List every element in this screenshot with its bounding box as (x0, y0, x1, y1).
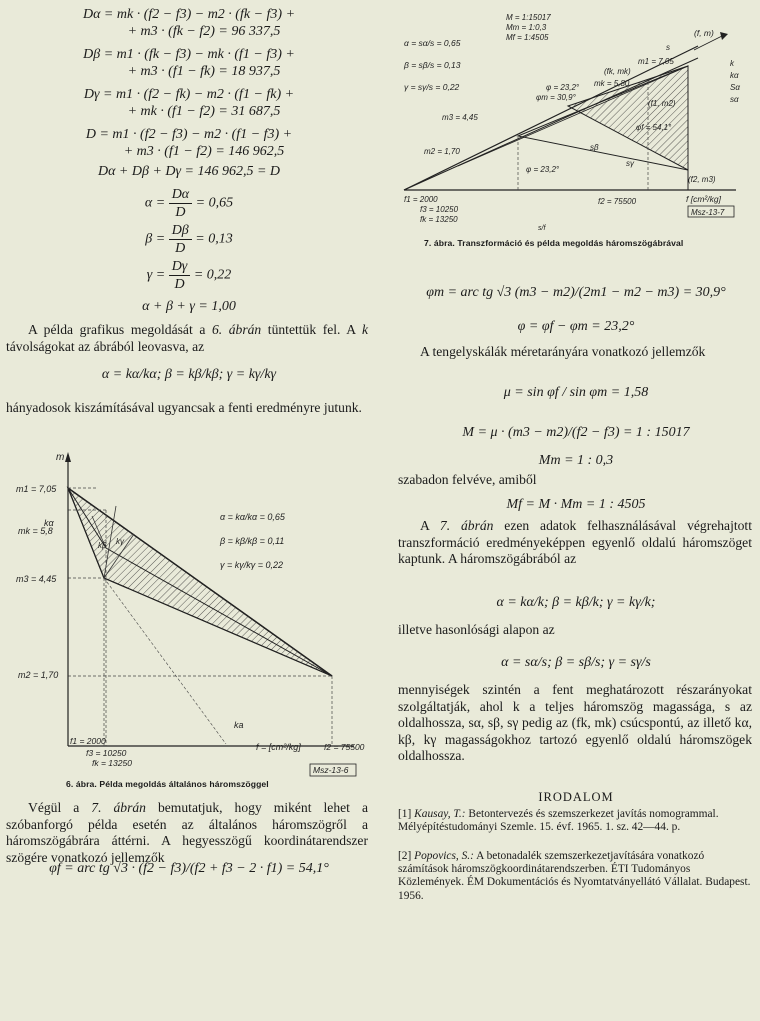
denominator: D (175, 205, 186, 220)
figure-7 (398, 6, 754, 232)
numerator: Dβ (169, 222, 192, 240)
paragraph-7: illetve hasonlósági alapon az (398, 622, 555, 637)
label-s-gamma: sγ (626, 159, 634, 168)
label-mk: mk = 5,80 (594, 79, 630, 88)
figure-ref: 6. ábrán (211, 322, 262, 337)
label-m3: m3 = 4,45 (442, 113, 478, 122)
equation-line: + m3 · (fk − f2) = 96 337,5 (127, 24, 281, 39)
equation-line: α = kα/kα; β = kβ/kβ; γ = kγ/kγ (101, 367, 277, 382)
label-f3: f3 = 10250 (420, 205, 459, 214)
equation-phi-m: φm = arc tg √3 (m3 − m2)/(2m1 − m2 − m3) = 30,9° (426, 285, 726, 300)
numerator: Dγ (169, 258, 191, 276)
figure-id: Msz-13-6 (313, 765, 349, 775)
equation-line: + m3 · (f1 − fk) = 18 937,5 (127, 64, 281, 79)
text: távolságokat az ábrából leovasva, az (6, 338, 205, 354)
scale-Mf: Mf = 1:4505 (506, 33, 549, 42)
paragraph-3 (6, 800, 368, 866)
figure-6-caption: 6. ábra. Példa megoldás általános háromszöggel (66, 779, 269, 789)
equation-d-gamma (6, 86, 372, 120)
paragraph-4: A tengelyskálák méretarányára vonatkozó jellemzők (420, 344, 706, 359)
alpha-fraction (169, 186, 192, 221)
equation-line: Dγ = m1 · (f2 − fk) − m2 · (f1 − fk) + (83, 87, 295, 102)
equation-line: Dα = mk · (f2 − f3) − m2 · (fk − f3) + (82, 7, 296, 22)
label-sf: s/f (538, 225, 546, 232)
equation-d-beta (6, 46, 372, 80)
text: ezen adatok felhasználásával végrehajtott transzformáció eredményeképpen egyenlő oldalú háromszöget kaptunk. A háromszögábrából az (398, 518, 752, 567)
label-phi-lower: φ = 23,2° (526, 165, 560, 174)
scale-M: M = 1:15017 (506, 13, 551, 22)
equation-line: φf = arc tg √3 · (f2 − f3)/(f2 + f3 − 2 · f1) = 54,1° (49, 861, 329, 876)
label-ka: kα (730, 71, 739, 80)
equation-d-alpha (6, 6, 372, 40)
gamma-value: = 0,22 (193, 267, 232, 283)
label-k: k (730, 59, 734, 68)
axis-x-label: f [cm²/kg] (686, 194, 721, 204)
ref-text: Betontervezés és szemszerkezet javítás nomogrammal. Mélyépítéstudományi Szemle. 15. évf. 1965. 1. sz. 42—44. p. (398, 808, 719, 834)
gamma-fraction (169, 258, 191, 293)
alpha-lhs: α = (144, 195, 166, 211)
equation-total (6, 298, 372, 315)
ref-number: [1] (398, 808, 412, 820)
figure-ref: 7. ábrán (91, 800, 146, 815)
equation-ratios (6, 366, 372, 383)
label-kg: kγ (116, 537, 124, 546)
label-sa: sα (730, 95, 739, 104)
equation-mu: μ = sin φf / sin φm = 1,58 (503, 385, 649, 400)
paragraph-2: hányadosok kiszámításával ugyancsak a fenti eredményre jutunk. (6, 400, 362, 415)
numerator: Dα (169, 186, 192, 204)
label-m1: m1 = 7,05 (16, 484, 57, 494)
label-f1-m2: (f1, m2) (648, 99, 676, 108)
paragraph-6 (398, 518, 752, 568)
equation-M: M = μ · (m3 − m2)/(f2 − f3) = 1 : 15017 (462, 425, 690, 440)
label-m2: m2 = 1,70 (424, 147, 460, 156)
label-fk: fk = 13250 (420, 215, 458, 224)
legend-beta: β = kβ/kβ = 0,11 (220, 536, 285, 546)
equation-ratios-s: α = sα/s; β = sβ/s; γ = sγ/s (501, 655, 651, 670)
label-f-m: (f, m) (694, 28, 714, 38)
references-title: IRODALOM (538, 790, 614, 804)
text: Végül a (28, 800, 92, 815)
axis-end (694, 36, 722, 50)
label-s: s (666, 43, 670, 52)
equation-phi: φ = φf − φm = 23,2° (517, 319, 635, 334)
equation-alpha (6, 186, 372, 221)
alpha-value: = 0,65 (195, 195, 234, 211)
equation-ratios-k: α = kα/k; β = kβ/k; γ = kγ/k; (496, 595, 656, 610)
equation-line: Dβ = m1 · (fk − f3) − mk · (f1 − f3) + (83, 47, 295, 62)
equation-beta (6, 222, 372, 257)
paragraph-5: szabadon felvéve, amiből (398, 472, 537, 487)
equation-line: α + β + γ = 1,00 (142, 299, 236, 314)
label-f1: f1 = 2000 (70, 736, 106, 746)
label-m3: m3 = 4,45 (16, 574, 57, 584)
axis-y-label: m (56, 452, 65, 463)
y-axis-arrow (65, 452, 71, 462)
figure-id: Msz-13-7 (691, 208, 725, 217)
paragraph-8: mennyiségek szintén a fent meghatározott részarányokat szolgáltatják, ahol k a teljes háromszög magassága, s az oldalhossza, sα, sβ, sγ pedig az (fk, mk) csúcspontú, az illető kα, kβ, kγ magasságokhoz tartozó egyenlő oldalú háromszögek oldalhossza. (398, 682, 752, 764)
legend-alpha: α = kα/kα = 0,65 (220, 512, 285, 522)
label-ks: Sα (730, 83, 740, 92)
scale-Mm: Mm = 1:0,3 (506, 23, 547, 32)
denominator: D (174, 277, 185, 292)
beta-fraction (169, 222, 192, 257)
label-m2: m2 = 1,70 (18, 670, 59, 680)
label-kb: kβ (98, 541, 107, 550)
equation-line: D = m1 · (f2 − f3) − m2 · (f1 − f3) + (85, 127, 293, 142)
ref-text: A betonadalék szemszerkezetjavítására vonatkozó számítások háromszögkoordinátarendszerben. ÉTI Tudományos Közlemények. ÉM Dokumentációs és Nyomtatványellátó Vállalat. Budapest. 1956. (398, 850, 751, 902)
text: A (420, 518, 440, 533)
label-mk: mk = 5,8 (18, 526, 53, 536)
label-ka: kα (44, 518, 54, 528)
legend-beta: β = sβ/s = 0,13 (404, 60, 461, 70)
label-m1: m1 = 7,05 (638, 57, 674, 66)
legend-gamma: γ = kγ/kγ = 0,22 (220, 560, 284, 570)
ref-number: [2] (398, 850, 412, 862)
legend-gamma: γ = sγ/s = 0,22 (404, 82, 460, 92)
denominator: D (175, 241, 186, 256)
equation-Mm: Mm = 1 : 0,3 (538, 453, 614, 468)
text: A példa grafikus megoldását a (28, 322, 212, 337)
equation-line: Dα + Dβ + Dγ = 146 962,5 = D (97, 164, 281, 179)
figure-7-caption: 7. ábra. Transzformáció és példa megoldás háromszögábrával (424, 238, 684, 248)
label-f2-m3: (f2, m3) (688, 175, 716, 184)
triangle-side (68, 488, 332, 676)
label-phim: φm = 30,9° (536, 93, 576, 102)
text: tüntettük fel. A (261, 322, 362, 337)
label-f2: f2 = 75500 (324, 742, 365, 752)
paragraph-1 (6, 322, 368, 355)
beta-value: = 0,13 (195, 231, 233, 247)
label-fk-mk: (fk, mk) (604, 67, 631, 76)
equation-d (6, 126, 372, 160)
label-f2: f2 = 75500 (598, 197, 637, 206)
label-f1: f1 = 2000 (404, 195, 438, 204)
gamma-lhs: γ = (146, 267, 166, 283)
equation-Mf: Mf = M · Mm = 1 : 4505 (506, 497, 646, 512)
figure-6 (6, 448, 372, 786)
legend-alpha: α = sα/s = 0,65 (404, 38, 461, 48)
beta-lhs: β = (145, 231, 166, 247)
ref-author: Popovics, S.: (414, 850, 474, 862)
figure-ref: 7. ábrán (439, 518, 494, 533)
label-f3: f3 = 10250 (86, 748, 127, 758)
label-phi: φ = 23,2° (546, 83, 580, 92)
equation-sum (6, 163, 372, 180)
label-phif: φf = 54,1° (636, 123, 672, 132)
equation-line: + m3 · (f1 − f2) = 146 962,5 (123, 144, 285, 159)
reference-2 (398, 850, 752, 903)
label-fk: fk = 13250 (92, 758, 132, 768)
ref-author: Kausay, T.: (414, 808, 466, 820)
label-s-beta: sβ (590, 143, 599, 152)
equation-line: + mk · (f1 − f2) = 31 687,5 (127, 104, 281, 119)
text: bemutatjuk, hogy miként lehet a szóbanforgó példa esetén az általános háromszögről a háromszögábrára áttérni. A hegyesszögű koordinátarendszer szögére vonatkozó jellemzők (6, 800, 368, 865)
symbol: k (361, 322, 368, 337)
axis-x-label: f = [cm²/kg] (256, 742, 301, 752)
equation-phi-f (6, 860, 372, 877)
label-ka2: ka (234, 720, 244, 730)
equation-gamma (6, 258, 372, 293)
reference-1 (398, 808, 752, 834)
